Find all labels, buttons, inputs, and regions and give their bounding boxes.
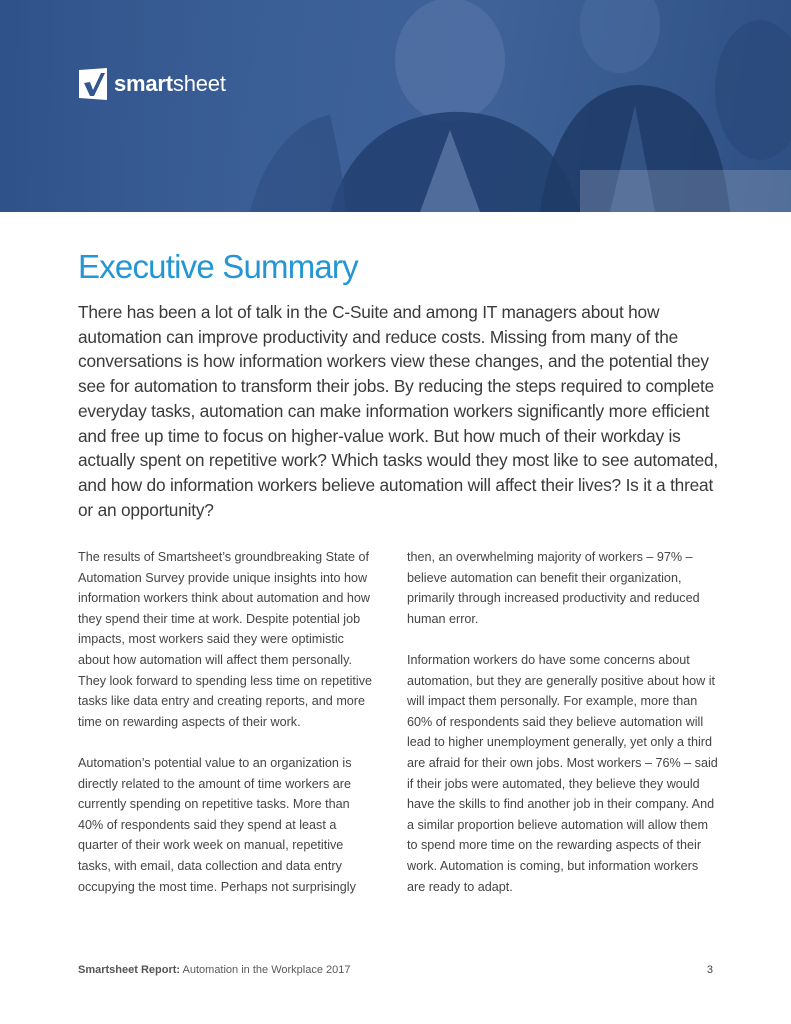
meeting-photo bbox=[0, 0, 791, 212]
footer-report-title: Automation in the Workplace 2017 bbox=[180, 964, 351, 976]
page-number: 3 bbox=[706, 964, 713, 976]
smartsheet-check-icon bbox=[78, 66, 108, 102]
lead-paragraph: There has been a lot of talk in the C-Suite and among IT managers about how automation can improve productivity and reduce costs. Missing from many of the conversations is how information workers view these changes, and the potential they see for automation to transform their jobs. By reducing the steps required to complete everyday tasks, automation can make information workers significantly more efficient and free up time to focus on higher-value work. But how much of their workday is actually spent on repetitive work? Which tasks would they most like to see automated, and how do information workers believe automation will affect their lives? Is it a threat or an opportunity? bbox=[78, 302, 719, 520]
page-title: Executive Summary bbox=[78, 248, 358, 285]
header-banner bbox=[0, 0, 791, 212]
left-column bbox=[78, 547, 374, 918]
logo-wordmark: smartsheet bbox=[114, 71, 226, 96]
body-paragraph: The results of Smartsheet’s groundbreaking State of Automation Survey provide unique insights into how information workers think about automation and how they spend their time at work. Despite potential job impacts, most workers said they were optimistic about how automation will affect them personally. They look forward to spending less time on repetitive tasks like data entry and creating reports, and more time on rewarding aspects of their work. bbox=[78, 550, 373, 729]
body-paragraph: then, an overwhelming majority of workers – 97% – believe automation can benefit their organization, primarily through increased productivity and reduced human error. bbox=[407, 550, 700, 626]
footer-report-label: Smartsheet Report: bbox=[78, 964, 181, 976]
right-column bbox=[407, 547, 719, 918]
body-paragraph: Information workers do have some concerns about automation, but they are generally positive about how it will impact them personally. For example, more than 60% of respondents said they believe automation will lead to higher unemployment generally, yet only a third are afraid for their own jobs. Most workers – 76% – said if their jobs were automated, they believe they would have the skills to find another job in their company. And a similar proportion believe automation will allow them to spend more time on the rewarding aspects of their work. Automation is coming, but information workers are ready to adapt. bbox=[407, 652, 718, 894]
smartsheet-logo bbox=[78, 66, 226, 102]
page-footer bbox=[78, 964, 350, 976]
body-paragraph: Automation’s potential value to an organization is directly related to the amount of time workers are currently spending on repetitive tasks. More than 40% of respondents said they spend at least a quarter of their work week on manual, repetitive tasks, with email, data collection and data entry occupying the most time. Perhaps not surprisingly bbox=[78, 755, 356, 894]
